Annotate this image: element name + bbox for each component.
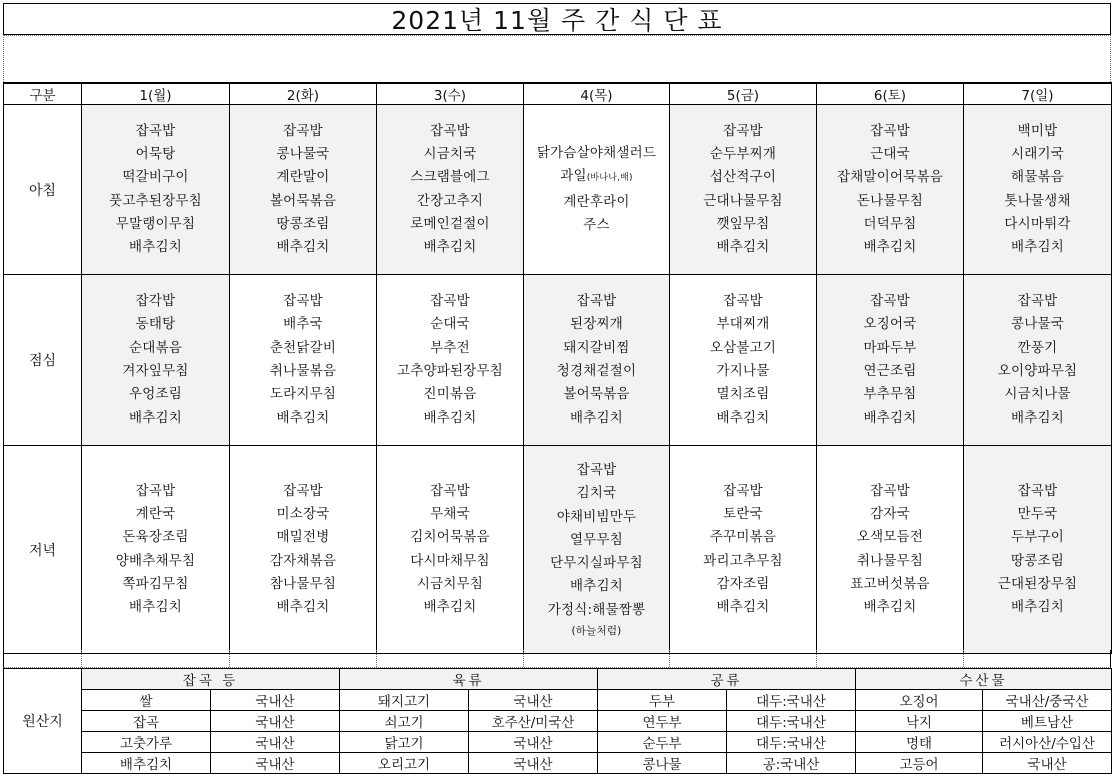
menu-item: 잡곡밥 xyxy=(430,482,470,499)
menu-cell xyxy=(670,105,817,275)
menu-item: 섭산적구이 xyxy=(709,169,777,186)
origin-row xyxy=(4,711,1112,732)
origin-value: 국내산 xyxy=(211,711,340,732)
menu-item: 깻잎무침 xyxy=(716,215,770,232)
origin-item: 낙지 xyxy=(856,711,983,732)
origin-group-header: 잡곡 등 xyxy=(82,669,340,690)
menu-cell xyxy=(230,105,377,275)
menu-item: 고추양파된장무침 xyxy=(397,363,503,379)
menu-item: 닭가슴살야채샐러드 xyxy=(536,144,657,161)
menu-item: 주꾸미볶음 xyxy=(709,529,777,546)
origin-value: 대두:국내산 xyxy=(727,690,856,711)
menu-item: 잡곡밥 xyxy=(283,122,323,139)
origin-value: 국내산 xyxy=(469,732,598,753)
origin-item: 고등어 xyxy=(856,753,983,774)
header-day: 2(화) xyxy=(230,83,377,105)
menu-item: 배추김치 xyxy=(716,409,770,426)
menu-item: 오삼불고기 xyxy=(709,339,777,356)
menu-item: 잡채말이어묵볶음 xyxy=(837,169,943,186)
origin-item: 쇠고기 xyxy=(340,711,469,732)
menu-item: 미소장국 xyxy=(276,505,330,522)
header-day: 4(목) xyxy=(524,83,670,105)
menu-item: 동태탕 xyxy=(135,316,176,333)
origin-item: 잡곡 xyxy=(82,711,211,732)
menu-cell xyxy=(670,275,817,446)
menu-item: 배추김치 xyxy=(863,239,917,256)
origin-value: 공:국내산 xyxy=(727,753,856,774)
menu-item: 배추김치 xyxy=(1011,409,1064,426)
menu-cell xyxy=(524,105,670,275)
menu-item: 된장찌개 xyxy=(570,316,623,333)
menu-item: 도라지무침 xyxy=(269,386,337,403)
menu-item: 표고버섯볶음 xyxy=(850,575,930,592)
menu-item: 오징어국 xyxy=(863,316,917,333)
menu-cell xyxy=(230,446,377,654)
menu-item: 춘천닭갈비 xyxy=(269,339,337,356)
menu-item-fruit: 과일 xyxy=(560,168,587,185)
origin-item: 순두부 xyxy=(598,732,727,753)
menu-item: 간장고추지 xyxy=(416,192,484,209)
origin-value: 국내산 xyxy=(983,753,1112,774)
menu-item: 돈육장조림 xyxy=(122,529,189,546)
menu-item: 배추김치 xyxy=(423,239,477,256)
origin-value: 국내산 xyxy=(211,732,340,753)
menu-item: 오이양파무침 xyxy=(997,363,1078,379)
origin-group-header: 수산물 xyxy=(856,669,1112,690)
menu-item: 두부구이 xyxy=(1011,529,1064,546)
menu-item: 풋고추된장무침 xyxy=(109,192,202,209)
menu-item: 꽈리고추무침 xyxy=(703,552,783,569)
menu-cell xyxy=(230,275,377,446)
menu-item: 잡곡밥 xyxy=(576,461,617,478)
menu-item: 우엉조림 xyxy=(129,386,182,403)
menu-item: 겨자잎무침 xyxy=(122,363,189,379)
menu-cell xyxy=(817,105,964,275)
menu-item: 가정식:해물짬뽕 xyxy=(547,601,646,618)
origin-item: 연두부 xyxy=(598,711,727,732)
menu-item: 콩나물국 xyxy=(1011,316,1064,333)
menu-item: 배추김치 xyxy=(716,599,770,616)
menu-item: 진미볶음 xyxy=(423,386,477,403)
origin-row xyxy=(4,690,1112,711)
origin-item: 고춧가루 xyxy=(82,732,211,753)
origin-value: 국내산 xyxy=(211,690,340,711)
menu-item: 만두국 xyxy=(1017,505,1058,522)
menu-cell xyxy=(377,275,524,446)
menu-item: 땅콩조림 xyxy=(276,215,330,232)
menu-item: 감자국 xyxy=(870,505,910,522)
menu-item: 잡곡밥 xyxy=(1017,293,1058,310)
origin-item: 오리고기 xyxy=(340,753,469,774)
origin-value: 국내산 xyxy=(469,690,598,711)
weekly-menu-table xyxy=(3,82,1112,654)
menu-item: 잡곡밥 xyxy=(870,293,910,310)
menu-item: 부추무침 xyxy=(863,386,917,403)
menu-item: 스크램블에그 xyxy=(410,169,490,186)
menu-item: 근대된장무침 xyxy=(997,575,1078,592)
menu-cell xyxy=(817,446,964,654)
menu-item: 배추김치 xyxy=(863,599,917,616)
menu-item: 배추김치 xyxy=(129,409,182,426)
header-day: 7(일) xyxy=(964,83,1112,105)
menu-item: 볼어묵볶음 xyxy=(563,386,630,403)
menu-item: 배추김치 xyxy=(129,239,182,256)
origin-group-header: 공류 xyxy=(598,669,856,690)
origin-value: 대두:국내산 xyxy=(727,732,856,753)
menu-item: 순두부찌개 xyxy=(709,145,777,162)
menu-item: 배추김치 xyxy=(716,239,770,256)
menu-item: 오색모듬전 xyxy=(856,529,924,546)
menu-cell xyxy=(377,105,524,275)
header-day: 6(토) xyxy=(817,83,964,105)
header-day: 3(수) xyxy=(377,83,524,105)
menu-item: 무채국 xyxy=(430,505,470,522)
menu-item: 배추김치 xyxy=(570,578,623,595)
origin-value: 베트남산 xyxy=(983,711,1112,732)
menu-item: 콩나물국 xyxy=(276,145,330,162)
menu-item: 잡곡밥 xyxy=(723,293,763,310)
menu-item: 순대볶음 xyxy=(129,339,182,356)
origin-group-header: 육류 xyxy=(340,669,598,690)
menu-item: 시금치나물 xyxy=(1004,386,1071,403)
menu-cell xyxy=(670,446,817,654)
menu-item: 감자조림 xyxy=(716,575,770,592)
menu-item: 어묵탕 xyxy=(135,145,176,162)
menu-item: 배추김치 xyxy=(276,239,330,256)
menu-cell xyxy=(964,105,1112,275)
menu-item: 로메인겉절이 xyxy=(410,215,490,232)
origin-value: 호주산/미국산 xyxy=(469,711,598,732)
menu-item: 취나물볶음 xyxy=(269,363,337,379)
menu-item xyxy=(524,165,669,190)
origin-table xyxy=(3,668,1112,774)
menu-item: 배추김치 xyxy=(1011,239,1064,256)
menu-item: 시금치국 xyxy=(423,145,477,162)
menu-cell xyxy=(82,275,230,446)
menu-cell xyxy=(817,275,964,446)
menu-item: 배추김치 xyxy=(423,599,477,616)
menu-item: 멸치조림 xyxy=(716,386,770,403)
menu-item: 잡곡밥 xyxy=(1017,482,1058,499)
menu-item: 배추김치 xyxy=(129,599,182,616)
menu-item: 열무무침 xyxy=(570,531,623,548)
menu-item: 배추김치 xyxy=(276,599,330,616)
menu-item: 깐풍기 xyxy=(1017,339,1058,356)
origin-item: 닭고기 xyxy=(340,732,469,753)
menu-item: 주스 xyxy=(583,216,610,233)
menu-item: 부대찌개 xyxy=(716,316,770,333)
header-category: 구분 xyxy=(4,83,82,105)
menu-item: 잡곡밥 xyxy=(283,293,323,310)
menu-item: 배추김치 xyxy=(276,409,330,426)
menu-item: 시금치무침 xyxy=(416,575,484,592)
origin-value: 국내산 xyxy=(469,753,598,774)
menu-cell xyxy=(82,105,230,275)
origin-item: 쌀 xyxy=(82,690,211,711)
menu-item: 무말랭이무침 xyxy=(115,215,196,232)
meal-label-breakfast: 아침 xyxy=(4,105,82,275)
origin-value: 국내산/중국산 xyxy=(983,690,1112,711)
menu-item: 잡곡밥 xyxy=(576,293,617,310)
menu-item: 계란말이 xyxy=(276,169,330,186)
menu-item: 참나물무침 xyxy=(269,575,337,592)
menu-item: 매밀전병 xyxy=(276,529,330,546)
menu-item: 양배추채무침 xyxy=(115,552,196,569)
origin-item: 배추김치 xyxy=(82,753,211,774)
menu-item: 잡곡밥 xyxy=(430,122,470,139)
menu-item: 배추국 xyxy=(283,316,323,333)
menu-cell xyxy=(524,446,670,654)
menu-cell xyxy=(524,275,670,446)
origin-row xyxy=(4,753,1112,774)
menu-item: 잡각밥 xyxy=(135,293,176,310)
special-note: (하늘처럼) xyxy=(571,625,622,638)
menu-cell xyxy=(964,275,1112,446)
menu-item: 감자채볶음 xyxy=(269,552,337,569)
menu-item: 야채비빔만두 xyxy=(556,508,637,525)
menu-item: 단무지실파무침 xyxy=(550,555,643,572)
menu-item: 배추김치 xyxy=(570,409,623,426)
menu-item: 계란후라이 xyxy=(563,193,630,210)
menu-item: 돈나물무침 xyxy=(856,192,924,209)
origin-value: 러시아산/수입산 xyxy=(983,732,1112,753)
menu-item: 근대나물무침 xyxy=(703,192,783,209)
menu-item: 가지나물 xyxy=(716,363,770,379)
header-day: 5(금) xyxy=(670,83,817,105)
origin-item: 돼지고기 xyxy=(340,690,469,711)
origin-item: 오징어 xyxy=(856,690,983,711)
spacer-row xyxy=(3,650,1111,668)
menu-cell xyxy=(377,446,524,654)
menu-cell xyxy=(82,446,230,654)
origin-item: 명태 xyxy=(856,732,983,753)
menu-item: 잡곡밥 xyxy=(723,482,763,499)
menu-item: 잡곡밥 xyxy=(283,482,323,499)
menu-item: 토란국 xyxy=(723,505,763,522)
menu-item: 잡곡밥 xyxy=(135,122,176,139)
fruit-note: (바나나,배) xyxy=(586,173,633,184)
origin-value: 국내산 xyxy=(211,753,340,774)
menu-item: 잡곡밥 xyxy=(723,122,763,139)
menu-item: 김치국 xyxy=(576,485,617,502)
menu-item: 잡곡밥 xyxy=(870,122,910,139)
blank-strip xyxy=(3,35,1111,82)
menu-item: 백미밥 xyxy=(1017,122,1058,139)
origin-value: 대두:국내산 xyxy=(727,711,856,732)
origin-item: 두부 xyxy=(598,690,727,711)
menu-item: 잡곡밥 xyxy=(870,482,910,499)
header-day: 1(월) xyxy=(82,83,230,105)
menu-item: 떡갈비구이 xyxy=(122,169,189,186)
menu-item: 순대국 xyxy=(430,316,470,333)
origin-row xyxy=(4,732,1112,753)
menu-item: 잡곡밥 xyxy=(135,482,176,499)
origin-item: 콩나물 xyxy=(598,753,727,774)
menu-item: 땅콩조림 xyxy=(1011,552,1064,569)
page-title: 2021년 11월 주 간 식 단 표 xyxy=(3,3,1111,35)
menu-item: 계란국 xyxy=(135,505,176,522)
menu-item: 볼어묵볶음 xyxy=(269,192,337,209)
menu-item: 배추김치 xyxy=(863,409,917,426)
menu-item: 돼지갈비찜 xyxy=(563,339,630,356)
menu-item: 톳나물생채 xyxy=(1004,192,1071,209)
menu-item: 더덕무침 xyxy=(863,215,917,232)
menu-item: 시래기국 xyxy=(1011,145,1064,162)
menu-item: 배추김치 xyxy=(423,409,477,426)
menu-item: 해물볶음 xyxy=(1011,169,1064,186)
meal-label-lunch: 점심 xyxy=(4,275,82,446)
menu-item: 잡곡밥 xyxy=(430,293,470,310)
menu-item: 배추김치 xyxy=(1011,599,1064,616)
menu-item: 다시마채무침 xyxy=(410,552,490,569)
meal-label-dinner: 저녁 xyxy=(4,446,82,654)
origin-label: 원산지 xyxy=(4,669,82,774)
menu-item: 마파두부 xyxy=(863,339,917,356)
menu-item: 취나물무침 xyxy=(856,552,924,569)
menu-item: 근대국 xyxy=(870,145,910,162)
menu-item: 다시마튀각 xyxy=(1004,215,1071,232)
menu-item: 연근조림 xyxy=(863,363,917,379)
menu-item: 청경채겉절이 xyxy=(556,363,637,379)
menu-item: 부추전 xyxy=(430,339,470,356)
menu-cell xyxy=(964,446,1112,654)
menu-item: 쪽파김무침 xyxy=(122,575,189,592)
menu-item: 김치어묵볶음 xyxy=(410,529,490,546)
